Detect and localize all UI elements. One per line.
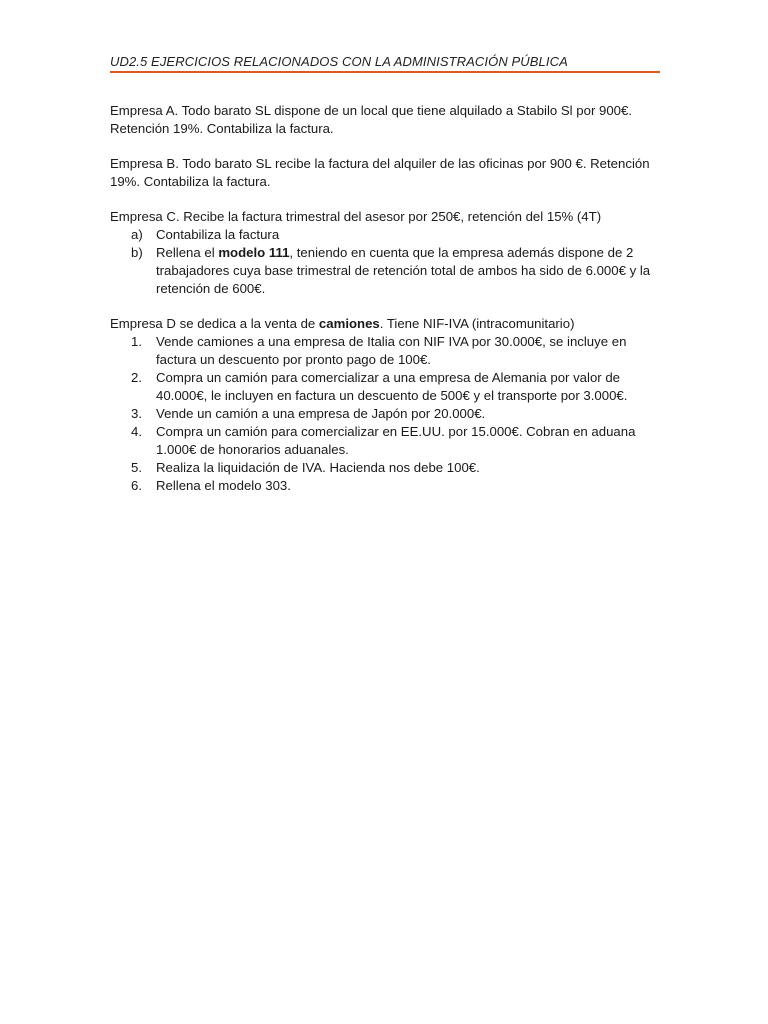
list-item	[110, 423, 660, 459]
empresa-d-list	[110, 333, 660, 495]
list-marker: 4.	[131, 424, 142, 439]
list-item-text: Compra un camión para comercializar a una empresa de Alemania por valor de 40.000€, le incluyen en factura un descuento de 500€ y el transporte por 3.000€.	[156, 370, 628, 403]
list-item	[110, 244, 660, 298]
empresa-d-intro	[110, 315, 660, 333]
list-item-text: Vende camiones a una empresa de Italia con NIF IVA por 30.000€, se incluye en factura un descuento por pronto pago de 100€.	[156, 334, 627, 367]
header-title: UD2.5 EJERCICIOS RELACIONADOS CON LA ADMINISTRACIÓN PÚBLICA	[110, 54, 568, 69]
list-item-text: Contabiliza la factura	[156, 227, 280, 242]
empresa-d-intro-suffix: . Tiene NIF-IVA (intracomunitario)	[379, 316, 575, 331]
empresa-b-paragraph: Empresa B. Todo barato SL recibe la factura del alquiler de las oficinas por 900 €. Retención 19%. Contabiliza la factura.	[110, 156, 650, 189]
list-marker: b)	[131, 245, 143, 260]
list-marker: 1.	[131, 334, 142, 349]
list-item-text: Rellena el modelo 303.	[156, 478, 291, 493]
list-marker: a)	[131, 227, 143, 242]
empresa-d-intro-bold: camiones	[318, 316, 380, 331]
list-item	[110, 459, 660, 477]
list-marker: 6.	[131, 478, 142, 493]
document-page	[110, 54, 660, 495]
list-item	[110, 405, 660, 423]
list-item-text-prefix: Rellena el	[156, 245, 219, 260]
list-item-text: Vende un camión a una empresa de Japón por 20.000€.	[156, 406, 486, 421]
list-marker: 2.	[131, 370, 142, 385]
list-item	[110, 333, 660, 369]
list-marker: 3.	[131, 406, 142, 421]
list-item	[110, 369, 660, 405]
empresa-c-list	[110, 226, 660, 298]
list-item-text-bold: modelo 111	[218, 245, 290, 260]
document-body	[110, 102, 660, 495]
empresa-d-intro-prefix: Empresa D se dedica a la venta de	[110, 316, 319, 331]
list-item	[110, 477, 660, 495]
document-header	[110, 54, 660, 73]
empresa-c-intro: Empresa C. Recibe la factura trimestral del asesor por 250€, retención del 15% (4T)	[110, 209, 602, 224]
list-item-text-suffix: , teniendo en cuenta que la empresa además dispone de 2 trabajadores cuya base trimestral de retención total de ambos ha sido de 6.000€ y la retención de 600€.	[156, 245, 651, 296]
list-item	[110, 226, 660, 244]
list-marker: 5.	[131, 460, 142, 475]
list-item-text: Compra un camión para comercializar en EE.UU. por 15.000€. Cobran en aduana 1.000€ de honorarios aduanales.	[156, 424, 636, 457]
list-item-text: Realiza la liquidación de IVA. Hacienda nos debe 100€.	[156, 460, 480, 475]
empresa-a-paragraph: Empresa A. Todo barato SL dispone de un local que tiene alquilado a Stabilo Sl por 900€. Retención 19%. Contabiliza la factura.	[110, 103, 633, 136]
